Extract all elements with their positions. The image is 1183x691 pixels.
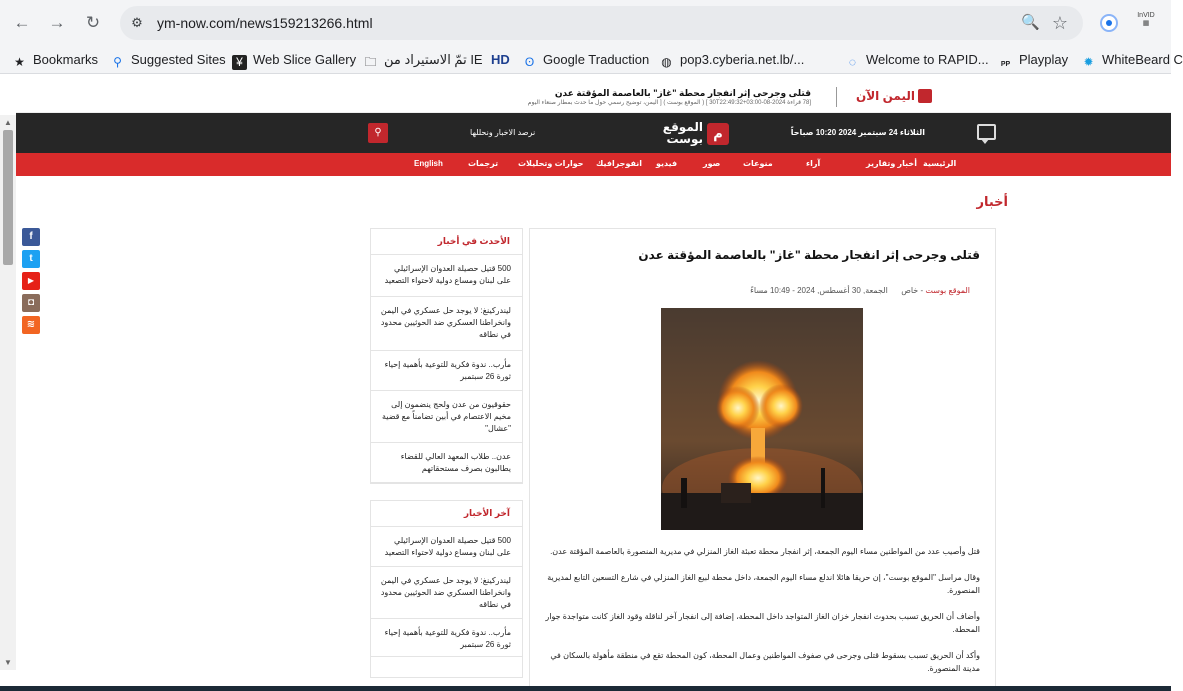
nav-interviews[interactable]: حوارات وتحليلات [518, 159, 584, 168]
bookmark-label: Google Traduction [543, 52, 650, 67]
article-paragraph: وأضاف أن الحريق تسبب بحدوث انفجار خزان الغاز المتواجد داخل المحطة، إضافة إلى انفجار آخر لناقلة وقود الغاز كانت متواجدة جوار المحطة. [545, 612, 980, 634]
reload-button[interactable]: ↻ [85, 13, 101, 32]
nav-opinions[interactable]: آراء [806, 159, 821, 168]
article-title: قتلى وجرحى إثر انفجار محطة "غاز" بالعاصمة المؤقتة عدن [638, 248, 980, 262]
nav-news-reports[interactable]: أخبار وتقارير [866, 159, 917, 168]
twitter-icon[interactable]: t [22, 250, 40, 268]
sidebar-heading: الأحدث في أخبار [371, 229, 522, 255]
article-paragraph: وقال مراسل "الموقع بوست"، إن حريقا هائلا اندلع مساء اليوم الجمعة، داخل محطة لبيع الغاز المنزلي في شارع التسعين التابع لمديرية المنصورة. [547, 573, 980, 595]
invid-extension-icon[interactable]: InVID ▦ [1137, 12, 1155, 27]
site-info-icon[interactable]: ⚙ [131, 15, 143, 30]
search-icon: ⚲ [374, 127, 382, 138]
site-tagline: نرصد الاخبار ونحللها [470, 128, 536, 137]
bookmark-label: HD [491, 52, 510, 67]
bookmark-label: Suggested Sites [131, 52, 226, 67]
sidebar-latest [370, 228, 523, 484]
article-date: الجمعة, 30 أغسطس, 2024 - 10:49 مساءً [750, 286, 888, 295]
scroll-up-icon[interactable]: ▲ [4, 118, 12, 127]
news-ticker [16, 82, 1171, 113]
chat-icon[interactable] [977, 124, 996, 140]
bookmark-ie-folder[interactable] [363, 52, 483, 68]
article-paragraph: قتل وأصيب عدد من المواطنين مساء اليوم الجمعة، إثر انفجار محطة تعبئة الغاز المنزلي في مديرية المنصورة بالعاصمة المؤقتة عدن. [550, 547, 980, 556]
bookmark-label: Bookmarks [33, 52, 99, 67]
article-image [661, 308, 863, 530]
forward-button[interactable]: → [48, 13, 66, 32]
article-byline [750, 286, 970, 295]
browser-toolbar [0, 0, 1171, 46]
instagram-icon[interactable]: ◘ [22, 294, 40, 312]
search-button[interactable] [368, 123, 388, 143]
list-item[interactable]: مأرب.. ندوة فكرية للتوعية بأهمية إحياء ثورة 26 سبتمبر [371, 351, 522, 391]
rss-icon[interactable]: ≋ [22, 316, 40, 334]
bookmark-suggested-sites[interactable] [110, 52, 226, 68]
scrollbar-thumb[interactable] [3, 130, 13, 265]
extension-icon[interactable] [1100, 14, 1118, 32]
bookmark-label: Welcome to RAPID... [866, 52, 989, 67]
logo-name-line1: الموقع [662, 120, 703, 134]
rapid-icon: ◌ [848, 55, 857, 69]
site-header [16, 113, 1171, 153]
zoom-icon[interactable]: 🔍 [1021, 14, 1040, 31]
logo-mark: م [707, 123, 729, 145]
logo-name-line2: بوست [666, 132, 703, 146]
sidebar-heading: آخر الأخبار [371, 501, 522, 527]
search-icon: ⚲ [113, 55, 122, 69]
scroll-down-icon[interactable]: ▼ [4, 658, 12, 667]
header-date: الثلاثاء 24 سبتمبر 2024 10:20 صباحاً [790, 128, 925, 137]
facebook-icon[interactable]: f [22, 228, 40, 246]
site-logo[interactable] [637, 121, 729, 147]
youtube-icon[interactable]: ▶ [22, 272, 40, 290]
bookmarks-bar [0, 46, 1183, 74]
whitebeard-icon: ✹ [1083, 55, 1094, 69]
article-card [529, 228, 996, 688]
article-source[interactable]: الموقع بوست [925, 286, 970, 295]
bookmark-label: pop3.cyberia.net.lb/... [680, 52, 805, 67]
bookmark-label: تمّ الاستيراد من IE [384, 52, 483, 67]
ticker-logo[interactable] [850, 89, 932, 105]
explosion-image [661, 308, 863, 530]
ticker-logo-text: اليمن الآن [856, 89, 915, 103]
list-item[interactable]: حقوقيون من عدن ولحج ينضمون إلى مخيم الاعتصام في أبين تضامناً مع قضية "عشال" [371, 391, 522, 443]
nav-home[interactable]: الرئيسية [923, 159, 957, 168]
bookmark-label: Web Slice Gallery [253, 52, 357, 67]
bookmark-playplay[interactable] [998, 52, 1068, 68]
ticker-headline[interactable]: قتلى وجرحى إثر انفجار محطة "غاز" بالعاصمة المؤقتة عدن [554, 88, 811, 98]
bookmark-whitebeard[interactable] [1081, 52, 1183, 68]
article-paragraph: وأكد أن الحريق تسبب بسقوط قتلى وجرحى في صفوف المواطنين وعمال المحطة، كون المحطة تقع في منطقة مأهولة بالسكان في مدينة المنصورة. [550, 651, 980, 673]
web-slice-icon: ¥ [232, 55, 247, 70]
bookmark-hd[interactable] [491, 52, 510, 68]
bookmark-label: WhiteBeard C [1102, 52, 1183, 67]
back-button[interactable]: ← [13, 13, 31, 32]
nav-video[interactable]: فيديو [656, 159, 678, 168]
translate-icon: ʘ [524, 55, 535, 69]
page-scrollbar[interactable] [0, 115, 16, 670]
sidebar-last-news [370, 500, 523, 678]
bookmark-star-icon[interactable]: ☆ [1051, 13, 1069, 33]
folder-icon: 🗀 [364, 55, 377, 69]
playplay-icon: PP [1000, 61, 1011, 68]
url-text[interactable]: ym-now.com/news159213266.html [157, 15, 373, 31]
invid-extension-label: InVID [1137, 12, 1155, 19]
nav-photos[interactable]: صور [703, 159, 721, 168]
nav-misc[interactable]: منوعات [743, 159, 773, 168]
list-item[interactable]: ليندركينغ: لا يوجد حل عسكري في اليمن وانخراطنا العسكري ضد الحوثيين محدود في نطاقه [371, 297, 522, 351]
nav-english[interactable]: English [414, 159, 443, 168]
main-nav [16, 153, 1171, 176]
bookmark-web-slice-gallery[interactable] [232, 52, 356, 68]
section-title[interactable]: أخبار [976, 194, 1008, 209]
list-item[interactable]: عدن.. طلاب المعهد العالي للقضاء يطالبون بصرف مستحقاتهم [371, 443, 522, 483]
nav-infographics[interactable]: انفوجرافيك [596, 159, 642, 168]
article-source-suffix: - خاص [901, 286, 926, 295]
taskbar-strip [0, 686, 1171, 691]
ticker-subline: [78 قراءة 2024-08-30T22:49:32+03:00 ] ( الموقع بوست ) [ اليمن، توضيح رسمي حول ما حدث بمطار صنعاء اليوم [527, 100, 811, 106]
bookmark-bookmarks[interactable] [12, 52, 98, 68]
list-item[interactable]: ليندركينغ: لا يوجد حل عسكري في اليمن وانخراطنا العسكري ضد الحوثيين محدود في نطاقه [371, 567, 522, 619]
list-item[interactable]: مأرب.. ندوة فكرية للتوعية بأهمية إحياء ثورة 26 سبتمبر [371, 619, 522, 657]
logo-mark-icon [918, 89, 932, 103]
bookmark-rapid[interactable] [845, 52, 989, 68]
bookmark-label: Playplay [1019, 52, 1069, 67]
list-item[interactable]: 500 قتيل حصيلة العدوان الإسرائيلي على لبنان ومساع دولية لاحتواء التصعيد [371, 527, 522, 567]
bookmark-pop3[interactable] [659, 52, 804, 68]
address-bar[interactable] [120, 6, 1083, 40]
bookmark-google-traduction[interactable] [522, 52, 649, 68]
globe-icon: ◍ [661, 55, 672, 69]
list-item[interactable]: 500 قتيل حصيلة العدوان الإسرائيلي على لبنان ومساع دولية لاحتواء التصعيد [371, 255, 522, 297]
nav-translations[interactable]: ترجمات [468, 159, 499, 168]
ticker-divider [836, 87, 837, 107]
star-icon: ★ [14, 55, 25, 69]
